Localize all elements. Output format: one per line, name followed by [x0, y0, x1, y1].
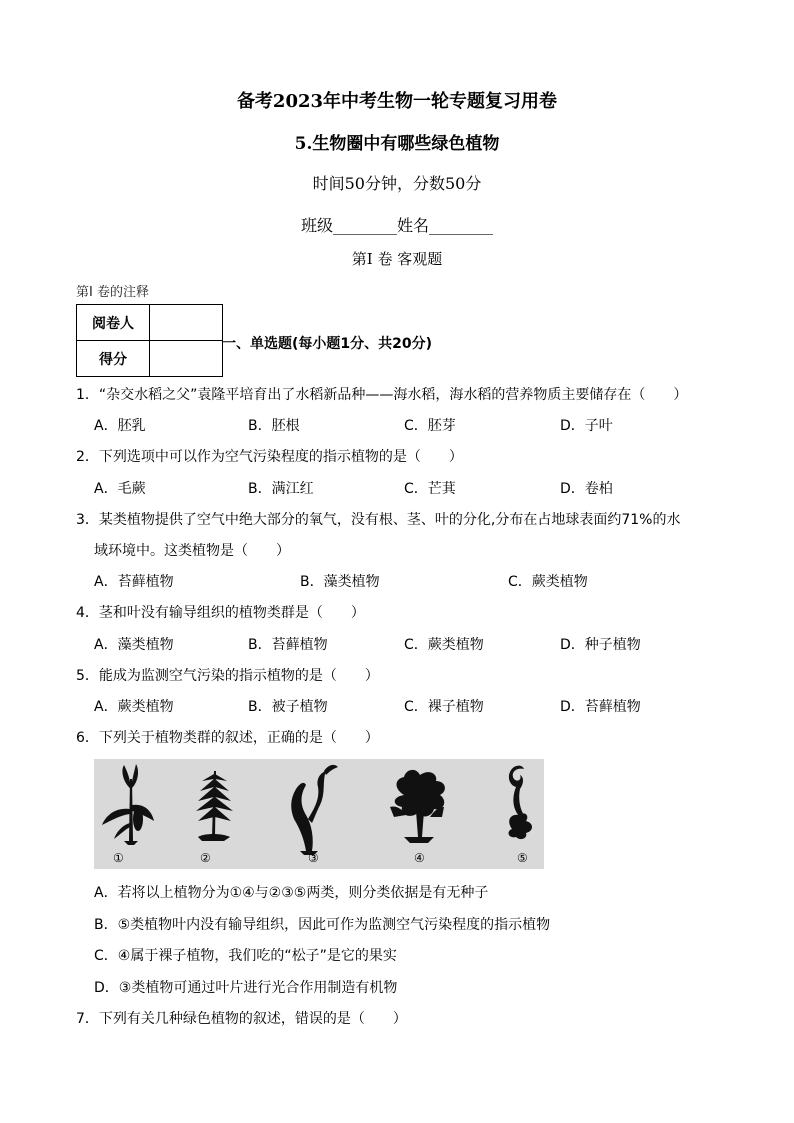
- option: D．苔藓植物: [560, 699, 641, 715]
- option: C．蕨类植物: [508, 574, 588, 590]
- option: B．藻类植物: [300, 574, 380, 590]
- option: C．蕨类植物: [404, 637, 484, 653]
- plant-3-icon: [291, 765, 338, 855]
- score-cell: [150, 341, 223, 377]
- plant-silhouettes: [94, 759, 544, 869]
- option: A．蕨类植物: [94, 699, 174, 715]
- question-stem: 2．下列选项中可以作为空气污染程度的指示植物的是（ ）: [76, 449, 463, 465]
- figure-label: ④: [414, 851, 425, 865]
- plant-4-icon: [390, 770, 445, 843]
- option: C．胚芽: [404, 418, 456, 434]
- option: A．胚乳: [94, 418, 146, 434]
- option: A．若将以上植物分为①④与②③⑤两类，则分类依据是有无种子: [94, 885, 489, 901]
- part-heading: 第Ⅰ 卷 客观题: [351, 250, 443, 268]
- figure-label: ③: [308, 851, 319, 865]
- option: A．苔藓植物: [94, 574, 174, 590]
- reviewer-cell: [150, 305, 223, 341]
- option: B．满江红: [248, 481, 314, 497]
- option: D．种子植物: [560, 637, 641, 653]
- option: C．裸子植物: [404, 699, 484, 715]
- figure-label: ⑤: [517, 851, 528, 865]
- option: C．芒萁: [404, 481, 456, 497]
- time-score: 时间50分钟，分数50分: [312, 174, 482, 193]
- option: A．毛蕨: [94, 481, 146, 497]
- option: B．苔藓植物: [248, 637, 328, 653]
- section-title: 一、单选题(每小题1分、共20分): [222, 336, 433, 352]
- option: B．⑤类植物叶内没有输导组织，因此可作为监测空气污染程度的指示植物: [94, 917, 551, 933]
- class-name-line: 班级________姓名________: [300, 216, 493, 235]
- score-label: 得分: [77, 341, 150, 377]
- plant-5-icon: [509, 766, 532, 839]
- question-stem: 4．茎和叶没有输导组织的植物类群是（ ）: [76, 605, 365, 621]
- plants-figure: [94, 759, 544, 869]
- option: A．藻类植物: [94, 637, 174, 653]
- plant-1-icon: [102, 764, 154, 845]
- option: B．被子植物: [248, 699, 328, 715]
- option: D．卷柏: [560, 481, 613, 497]
- question-stem: 5．能成为监测空气污染的指示植物的是（ ）: [76, 668, 379, 684]
- reviewer-label: 阅卷人: [77, 305, 150, 341]
- option: D．子叶: [560, 418, 613, 434]
- question-stem: 7．下列有关几种绿色植物的叙述，错误的是（ ）: [76, 1011, 407, 1027]
- question-stem: 1．“杂交水稻之父”袁隆平培育出了水稻新品种——海水稻，海水稻的营养物质主要储存在（ ）: [76, 387, 688, 403]
- part-note: 第Ⅰ 卷的注释: [76, 285, 149, 300]
- paper-title: 备考2023年中考生物一轮专题复习用卷: [236, 91, 558, 112]
- figure-label: ①: [113, 851, 124, 865]
- option: C．④属于裸子植物，我们吃的“松子”是它的果实: [94, 948, 397, 964]
- option: D．③类植物可通过叶片进行光合作用制造有机物: [94, 980, 398, 996]
- plant-2-icon: [196, 771, 233, 841]
- score-table: [76, 304, 223, 377]
- paper-subtitle: 5.生物圈中有哪些绿色植物: [294, 134, 500, 154]
- question-stem-continued: 域环境中。这类植物是（ ）: [94, 543, 290, 559]
- question-stem: 3．某类植物提供了空气中绝大部分的氧气，没有根、茎、叶的分化,分布在占地球表面约71%的水: [76, 512, 681, 528]
- option: B．胚根: [248, 418, 300, 434]
- figure-label: ②: [200, 851, 211, 865]
- question-stem: 6．下列关于植物类群的叙述，正确的是（ ）: [76, 730, 379, 746]
